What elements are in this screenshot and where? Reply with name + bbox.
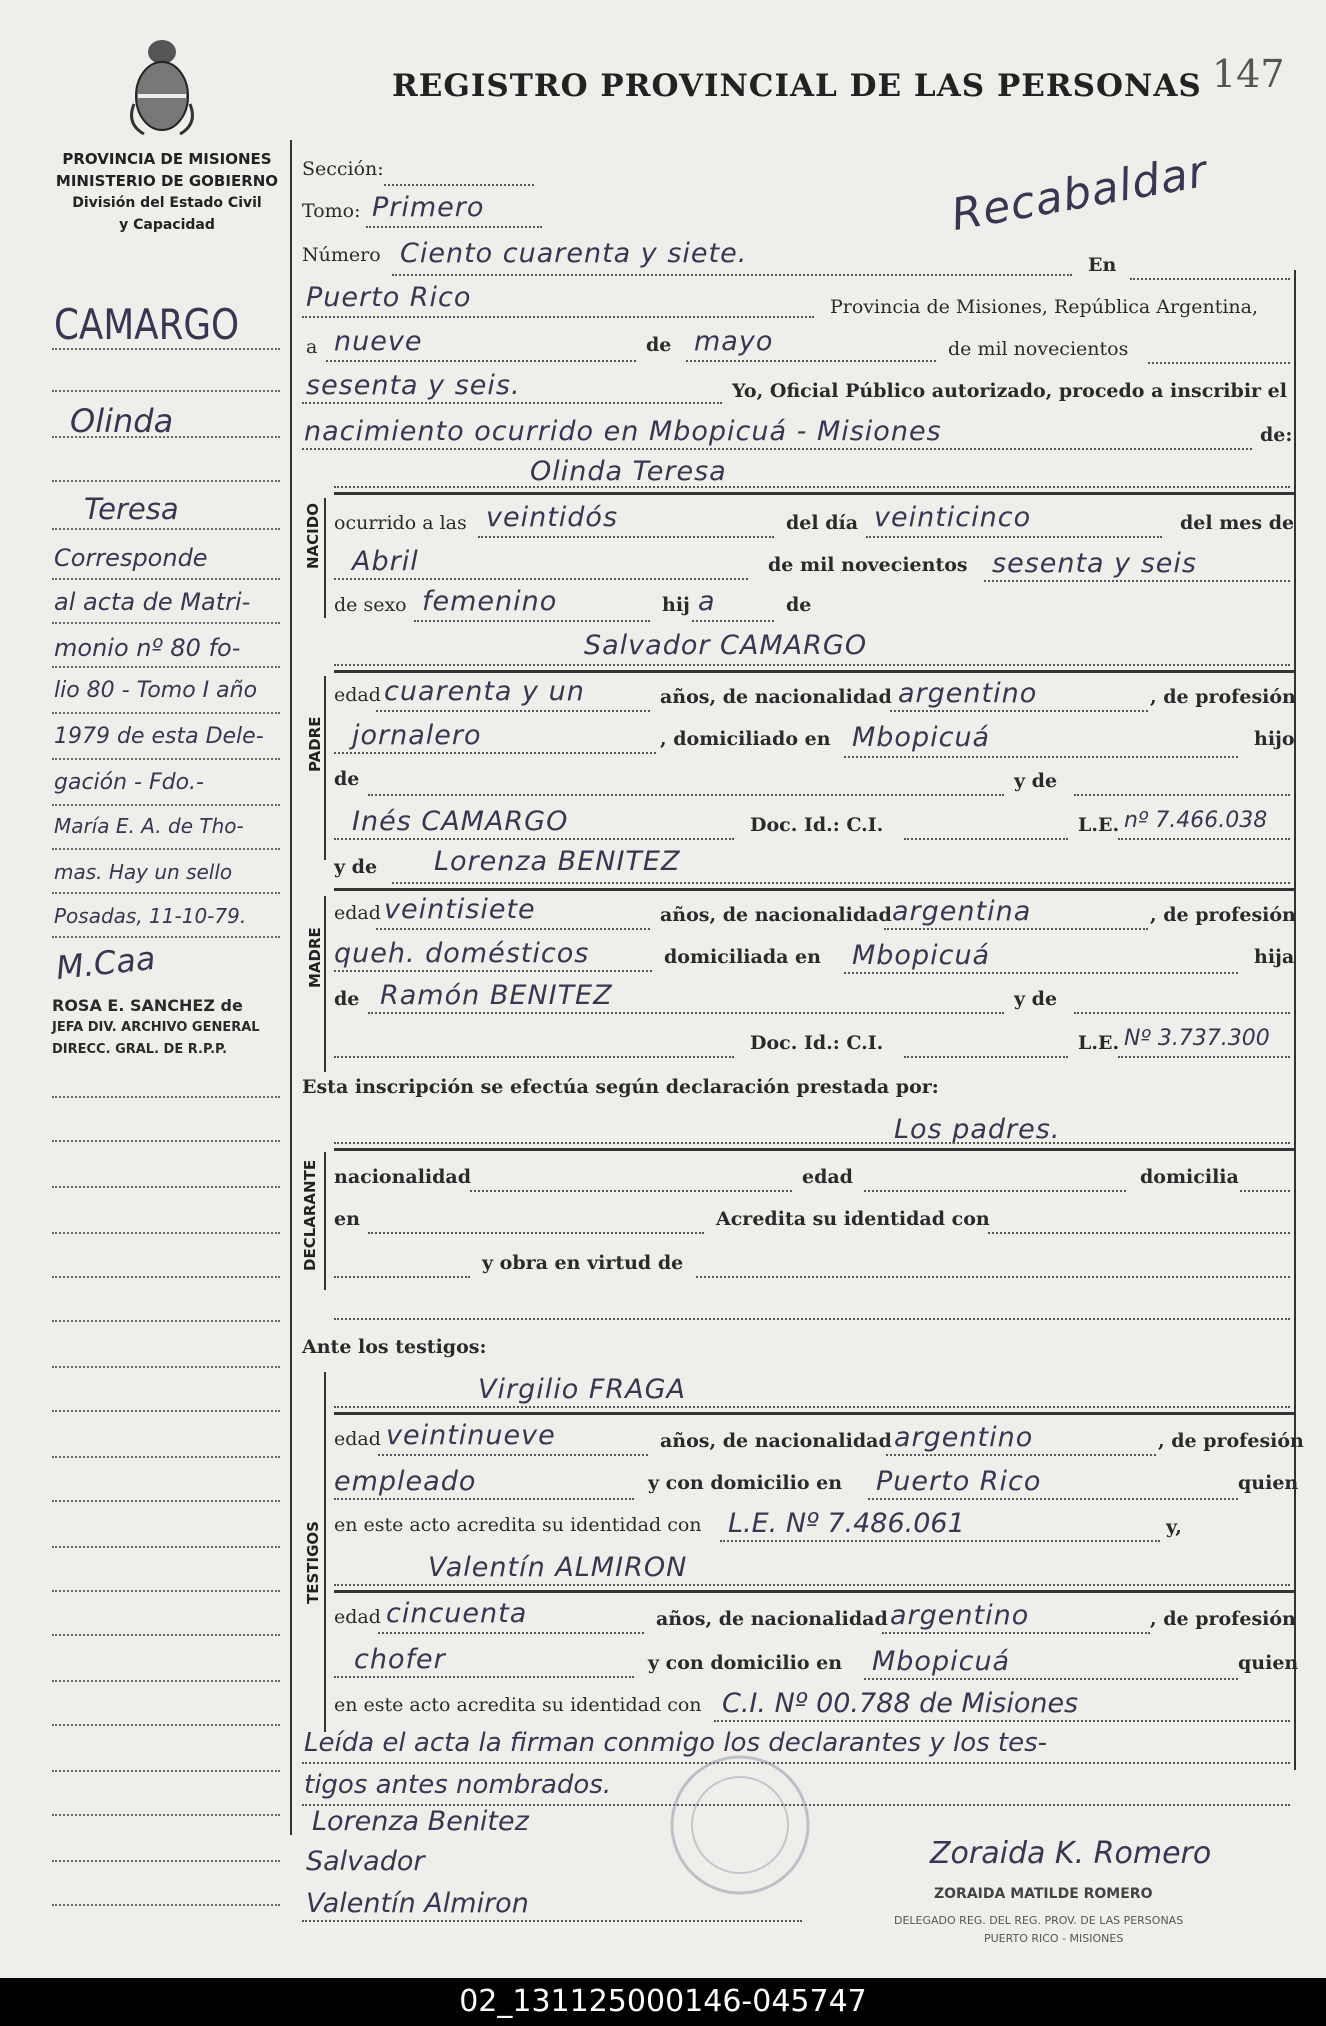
madre-anos-label: años, de nacionalidad <box>660 904 892 926</box>
margin-rule-6 <box>52 578 280 580</box>
official-name: ZORAIDA MATILDE ROMERO <box>934 1886 1153 1902</box>
left-header-line2: MINISTERIO DE GOBIERNO <box>55 172 279 190</box>
madre-hija-label: hija <box>1254 946 1295 968</box>
margin-surname: CAMARGO <box>54 300 240 349</box>
margin-rule-33 <box>52 1904 280 1906</box>
margin-rule-19 <box>52 1276 280 1278</box>
testigo2-prof-line <box>334 1676 634 1678</box>
margin-line-6: 1979 de esta Dele- <box>54 724 264 749</box>
province-text: Provincia de Misiones, República Argentina, <box>830 296 1259 318</box>
testigo1-quien-label: quien <box>1238 1472 1299 1494</box>
declarante-domicilia-line <box>1240 1190 1290 1192</box>
madre-edad-value: veintisiete <box>384 894 536 925</box>
en-label: En <box>1088 254 1117 276</box>
testigo2-top-rule <box>334 1590 1294 1593</box>
closing-sig2: Salvador <box>306 1846 425 1877</box>
declarante-acredita-label: Acredita su identidad con <box>716 1208 990 1230</box>
padre-y-de-label: y de <box>1014 770 1058 792</box>
place-line <box>302 316 814 318</box>
madre-father-value: Ramón BENITEZ <box>380 980 613 1011</box>
hij-label: hij <box>662 594 690 616</box>
testigo1-nac-value: argentino <box>894 1422 1034 1453</box>
margin-line-1: Teresa <box>84 492 179 526</box>
month-value: mayo <box>694 326 774 357</box>
tomo-value: Primero <box>372 192 485 223</box>
official-place: PUERTO RICO - MISIONES <box>984 1932 1124 1945</box>
margin-rule-29 <box>52 1724 280 1726</box>
mil-line <box>1148 362 1290 364</box>
testigo1-dom-line <box>868 1498 1238 1500</box>
year-born-line <box>984 580 1290 582</box>
day-born-value: veinticinco <box>874 502 1032 533</box>
madre-le-value: Nº 3.737.300 <box>1124 1026 1270 1051</box>
hour-line <box>478 536 774 538</box>
left-header <box>52 148 282 236</box>
month-born-value: Abril <box>352 546 419 577</box>
testigo1-name: Virgilio FRAGA <box>478 1374 686 1405</box>
del-mes-label: del mes de <box>1180 512 1295 534</box>
testigos-intro: Ante los testigos: <box>302 1336 487 1358</box>
margin-line-10: Posadas, 11-10-79. <box>54 904 247 928</box>
frame-left-line <box>290 140 292 1835</box>
testigo2-nac-value: argentino <box>890 1600 1030 1631</box>
testigo1-nac-line <box>886 1454 1156 1456</box>
left-header-line3: División del Estado Civil <box>72 195 262 211</box>
coat-of-arms-icon <box>124 34 200 144</box>
seccion-label: Sección: <box>302 158 384 180</box>
padre-y-de-line <box>1074 794 1290 796</box>
a-label: a <box>306 336 318 358</box>
hij-value: a <box>698 586 716 617</box>
testigo1-edad-line <box>378 1454 648 1456</box>
closing-line1: Leída el acta la firman conmigo los declarantes y los tes- <box>304 1728 1048 1758</box>
oficial-text: Yo, Oficial Público autorizado, procedo a inscribir el <box>732 380 1287 402</box>
testigo1-anos-label: años, de nacionalidad <box>660 1430 892 1452</box>
testigo2-name: Valentín ALMIRON <box>428 1552 688 1583</box>
testigo2-acredita-label: en este acto acredita su identidad con <box>334 1694 702 1716</box>
margin-line-8: María E. A. de Tho- <box>54 814 244 838</box>
margin-rule-16 <box>52 1140 280 1142</box>
declarante-acredita-line <box>988 1232 1290 1234</box>
padre-prof-label: , de profesión <box>1150 686 1296 708</box>
declarante-en-label: en <box>334 1208 360 1230</box>
madre-nac-line <box>884 928 1148 930</box>
margin-line-9: mas. Hay un sello <box>54 860 233 884</box>
month-born-line <box>334 578 748 580</box>
madre-side-line <box>324 896 326 1072</box>
en-line <box>1130 278 1290 280</box>
padre-mother-line <box>334 838 734 840</box>
madre-doc-label: Doc. Id.: C.I. <box>750 1032 884 1054</box>
declarante-obra-line <box>696 1276 1290 1278</box>
numero-value: Ciento cuarenta y siete. <box>400 238 748 269</box>
declarante-side-label: DECLARANTE <box>301 1159 319 1271</box>
padre-side-line <box>324 676 326 860</box>
page-number: 147 <box>1212 52 1285 96</box>
testigos-side-line <box>324 1372 326 1732</box>
nacido-name-line <box>334 486 1290 488</box>
margin-line-7: gación - Fdo.- <box>54 770 204 795</box>
testigo2-dom-value: Mbopicuá <box>872 1646 1011 1677</box>
seccion-line <box>384 184 534 186</box>
mil-born-label: de mil novecientos <box>768 554 968 576</box>
padre-de-line <box>368 794 1004 796</box>
declarante-top-rule <box>334 1148 1294 1151</box>
nacimiento-value: nacimiento ocurrido en Mbopicuá - Misiones <box>304 416 942 447</box>
margin-rule-21 <box>52 1366 280 1368</box>
margin-rule-2 <box>52 390 280 392</box>
testigo1-prof-value: empleado <box>334 1466 477 1497</box>
declarante-value: Los padres. <box>894 1114 1061 1145</box>
testigo1-id-value: L.E. Nº 7.486.061 <box>728 1508 965 1539</box>
declarante-obra-label: y obra en virtud de <box>482 1252 684 1274</box>
closing-sig-rule <box>302 1920 802 1922</box>
padre-nac-line <box>890 710 1148 712</box>
declarante-side-line <box>324 1152 326 1290</box>
madre-le-line <box>1118 1056 1290 1058</box>
testigo1-prof-label: , de profesión <box>1158 1430 1304 1452</box>
testigo1-edad-label: edad <box>334 1428 381 1450</box>
padre-prof-value: jornalero <box>352 720 482 751</box>
padre-le-label: L.E. <box>1078 814 1120 836</box>
padre-dom-value: Mbopicuá <box>852 722 991 753</box>
nacido-side-label: NACIDO <box>304 503 322 569</box>
numero-line <box>392 274 1072 276</box>
testigo2-name-line <box>334 1584 1290 1586</box>
madre-le-label: L.E. <box>1078 1032 1120 1054</box>
padre-edad-line <box>376 710 650 712</box>
margin-stamp-2: JEFA DIV. ARCHIVO GENERAL <box>52 1020 260 1035</box>
testigo2-anos-label: años, de nacionalidad <box>656 1608 888 1630</box>
padre-mother-value: Inés CAMARGO <box>352 806 569 837</box>
padre-doc-label: Doc. Id.: C.I. <box>750 814 884 836</box>
margin-rule-31 <box>52 1814 280 1816</box>
declarante-obra-pre-line <box>334 1276 470 1278</box>
padre-le-line <box>1118 838 1290 840</box>
margin-rule-9 <box>52 712 280 714</box>
testigo2-prof-label: , de profesión <box>1150 1608 1296 1630</box>
margin-rule-26 <box>52 1590 280 1592</box>
margin-rule-17 <box>52 1186 280 1188</box>
padre-dom-line <box>844 756 1238 758</box>
testigo2-id-line <box>714 1720 1290 1722</box>
sexo-line <box>414 620 650 622</box>
closing-sig3: Valentín Almiron <box>306 1888 529 1919</box>
year-born-value: sesenta y seis <box>992 548 1197 579</box>
margin-rule-5 <box>52 528 280 530</box>
testigo1-prof-line <box>334 1498 634 1500</box>
nacido-top-rule <box>334 492 1294 495</box>
day-value: nueve <box>334 326 423 357</box>
nacido-name: Olinda Teresa <box>530 456 727 487</box>
margin-rule-27 <box>52 1634 280 1636</box>
madre-extra-line <box>334 1056 734 1058</box>
padre-side-label: PADRE <box>306 716 324 772</box>
declarante-edad-label: edad <box>802 1166 853 1188</box>
madre-top-rule <box>334 888 1294 891</box>
margin-rule-12 <box>52 848 280 850</box>
left-header-line4: y Capacidad <box>119 217 215 233</box>
padre-top-rule <box>334 670 1294 673</box>
margin-signature: M.Caa <box>54 938 158 988</box>
margin-rule-4 <box>52 480 280 482</box>
hij-line <box>692 620 774 622</box>
testigo2-nac-line <box>882 1632 1150 1634</box>
declarante-nac-label: nacionalidad <box>334 1166 472 1188</box>
declarante-intro: Esta inscripción se efectúa según declaración prestada por: <box>302 1076 939 1098</box>
margin-line-5: lio 80 - Tomo I año <box>54 678 258 703</box>
margin-rule-25 <box>52 1546 280 1548</box>
margin-rule-20 <box>52 1320 280 1322</box>
testigo2-id-value: C.I. Nº 00.788 de Misiones <box>722 1688 1079 1719</box>
madre-prof-line <box>334 970 652 972</box>
sexo-label: de sexo <box>334 594 407 616</box>
madre-edad-label: edad <box>334 902 381 924</box>
sexo-value: femenino <box>422 586 558 617</box>
day-line <box>326 360 636 362</box>
madre-y-de2-line <box>1074 1012 1290 1014</box>
madre-prof-value: queh. domésticos <box>334 938 590 969</box>
madre-nac-value: argentina <box>892 896 1032 927</box>
declarante-domicilia-label: domicilia <box>1140 1166 1239 1188</box>
year-line <box>302 402 722 404</box>
official-signature: Zoraida K. Romero <box>930 1836 1212 1871</box>
padre-le-value: nº 7.466.038 <box>1124 808 1268 833</box>
de-colon: de: <box>1260 424 1293 446</box>
frame-right-line <box>1294 270 1296 1770</box>
madre-name: Lorenza BENITEZ <box>434 846 681 877</box>
padre-edad-value: cuarenta y un <box>384 676 585 707</box>
left-header-line1: PROVINCIA DE MISIONES <box>62 150 272 168</box>
margin-line-4: monio nº 80 fo- <box>54 634 241 662</box>
padre-de-label: de <box>334 768 360 790</box>
tomo-line <box>366 226 542 228</box>
margin-rule-30 <box>52 1770 280 1772</box>
testigo2-edad-label: edad <box>334 1606 381 1628</box>
margin-rule-22 <box>52 1410 280 1412</box>
ocurrido-label: ocurrido a las <box>334 512 467 534</box>
nacido-side-line <box>324 498 326 618</box>
margin-rule-13 <box>52 892 280 894</box>
testigo1-y-label: y, <box>1166 1516 1182 1538</box>
margin-rule-14 <box>52 936 280 938</box>
declarante-nac-line <box>470 1190 792 1192</box>
madre-side-label: MADRE <box>306 927 324 988</box>
madre-y-de2-label: y de <box>1014 988 1058 1010</box>
margin-rule-10 <box>52 758 280 760</box>
madre-de-line <box>368 1012 1004 1014</box>
padre-hijo-label: hijo <box>1254 728 1295 750</box>
padre-edad-label: edad <box>334 684 381 706</box>
margin-rule-24 <box>52 1500 280 1502</box>
margin-rule-23 <box>52 1456 280 1458</box>
testigo1-top-rule <box>334 1412 1294 1415</box>
official-signature-top: Recabaldar <box>947 145 1212 242</box>
testigo2-dom-label: y con domicilio en <box>648 1652 843 1674</box>
madre-doc-line <box>904 1056 1068 1058</box>
closing-line2: tigos antes nombrados. <box>304 1770 612 1800</box>
hour-value: veintidós <box>486 502 619 533</box>
margin-rule-28 <box>52 1680 280 1682</box>
margin-line-2: Corresponde <box>54 544 208 572</box>
margin-line-3: al acta de Matri- <box>54 588 251 616</box>
margin-rule-1 <box>52 348 280 350</box>
testigo1-name-line <box>334 1406 1290 1408</box>
margin-rule-32 <box>52 1860 280 1862</box>
margin-stamp-1: ROSA E. SANCHEZ de <box>52 996 243 1015</box>
testigo2-edad-value: cincuenta <box>386 1598 528 1629</box>
padre-nac-value: argentino <box>898 678 1038 709</box>
madre-de-label: de <box>334 988 360 1010</box>
declarante-edad-line <box>864 1190 1126 1192</box>
numero-label: Número <box>302 244 381 266</box>
de-label: de <box>646 334 672 356</box>
madre-name-line <box>392 882 1290 884</box>
year-value: sesenta y seis. <box>306 370 521 401</box>
mil-text: de mil novecientos <box>948 338 1129 360</box>
margin-rule-7 <box>52 622 280 624</box>
declarante-value-line <box>334 1142 1290 1144</box>
madre-dom-line <box>844 972 1238 974</box>
testigo1-id-line <box>720 1540 1160 1542</box>
place-value: Puerto Rico <box>306 282 472 313</box>
testigo2-dom-line <box>864 1678 1238 1680</box>
margin-stamp-3: DIRECC. GRAL. DE R.P.P. <box>52 1042 228 1057</box>
nacido-de-label: de <box>786 594 812 616</box>
day-born-line <box>866 536 1162 538</box>
madre-edad-line <box>376 928 650 930</box>
madre-dom-value: Mbopicuá <box>852 940 991 971</box>
testigo2-edad-line <box>378 1632 644 1634</box>
madre-y-de-label: y de <box>334 856 378 878</box>
testigo1-acredita-label: en este acto acredita su identidad con <box>334 1514 702 1536</box>
margin-rule-8 <box>52 666 280 668</box>
padre-name: Salvador CAMARGO <box>584 630 868 661</box>
madre-prof-label: , de profesión <box>1150 904 1296 926</box>
tomo-label: Tomo: <box>302 200 361 222</box>
margin-rule-11 <box>52 804 280 806</box>
closing-sig1: Lorenza Benitez <box>312 1806 529 1837</box>
official-title: DELEGADO REG. DEL REG. PROV. DE LAS PERSONAS <box>894 1914 1184 1927</box>
testigos-side-label: TESTIGOS <box>304 1521 322 1604</box>
month-line <box>686 360 936 362</box>
nacimiento-line <box>302 448 1252 450</box>
document-title: REGISTRO PROVINCIAL DE LAS PERSONAS <box>392 68 1202 104</box>
padre-name-line <box>334 664 1290 666</box>
madre-domiciliada-label: domiciliada en <box>664 946 821 968</box>
padre-prof-line <box>334 752 656 754</box>
del-dia-label: del día <box>786 512 859 534</box>
official-seal-icon <box>650 1750 830 1900</box>
padre-doc-line <box>904 838 1068 840</box>
padre-domiciliado-label: , domiciliado en <box>660 728 831 750</box>
declarante-en-line <box>368 1232 704 1234</box>
testigo1-dom-label: y con domicilio en <box>648 1472 843 1494</box>
declarante-extra-line <box>334 1318 1290 1320</box>
margin-rule-18 <box>52 1232 280 1234</box>
footer-id-bar: 02_131125000146-045747 <box>0 1978 1326 2026</box>
testigo1-dom-value: Puerto Rico <box>876 1466 1042 1497</box>
padre-anos-label: años, de nacionalidad <box>660 686 892 708</box>
testigo2-quien-label: quien <box>1238 1652 1299 1674</box>
margin-rule-15 <box>52 1096 280 1098</box>
testigo1-edad-value: veintinueve <box>386 1420 556 1451</box>
margin-line-0: Olinda <box>70 402 174 440</box>
testigo2-prof-value: chofer <box>354 1644 446 1675</box>
